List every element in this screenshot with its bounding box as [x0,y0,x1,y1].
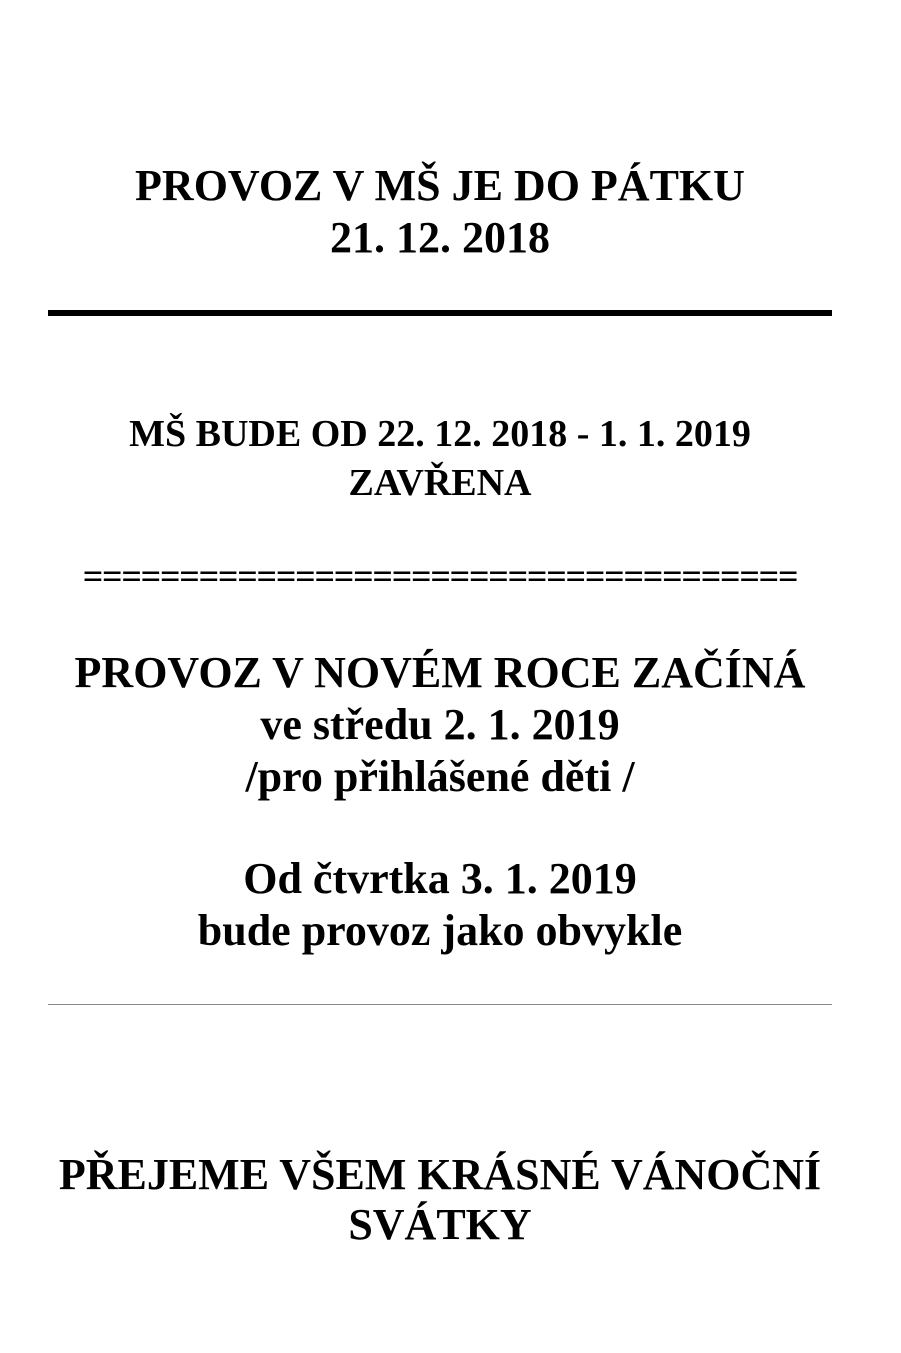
thin-divider [48,1004,832,1005]
heading-line-2: 21. 12. 2018 [330,213,550,262]
greeting-line-2: SVÁTKY [348,1200,532,1249]
heading-line-1: PROVOZ V MŠ JE DO PÁTKU [135,161,745,210]
new-year-line-3: /pro přihlášené děti / [245,752,635,801]
regular-line-2: bude provoz jako obvykle [197,906,683,955]
thick-divider [48,310,832,316]
greeting-line-1: PŘEJEME VŠEM KRÁSNÉ VÁNOČNÍ [58,1150,822,1199]
closure-line-2: ZAVŘENA [348,462,532,504]
new-year-line-1: PROVOZ V NOVÉM ROCE ZAČÍNÁ [74,648,806,697]
new-year-line-2: ve středu 2. 1. 2019 [260,700,620,749]
regular-line-1: Od čtvrtka 3. 1. 2019 [243,854,637,903]
equals-separator: ===================================== [82,556,798,596]
closure-line-1: MŠ BUDE OD 22. 12. 2018 - 1. 1. 2019 [129,413,751,455]
